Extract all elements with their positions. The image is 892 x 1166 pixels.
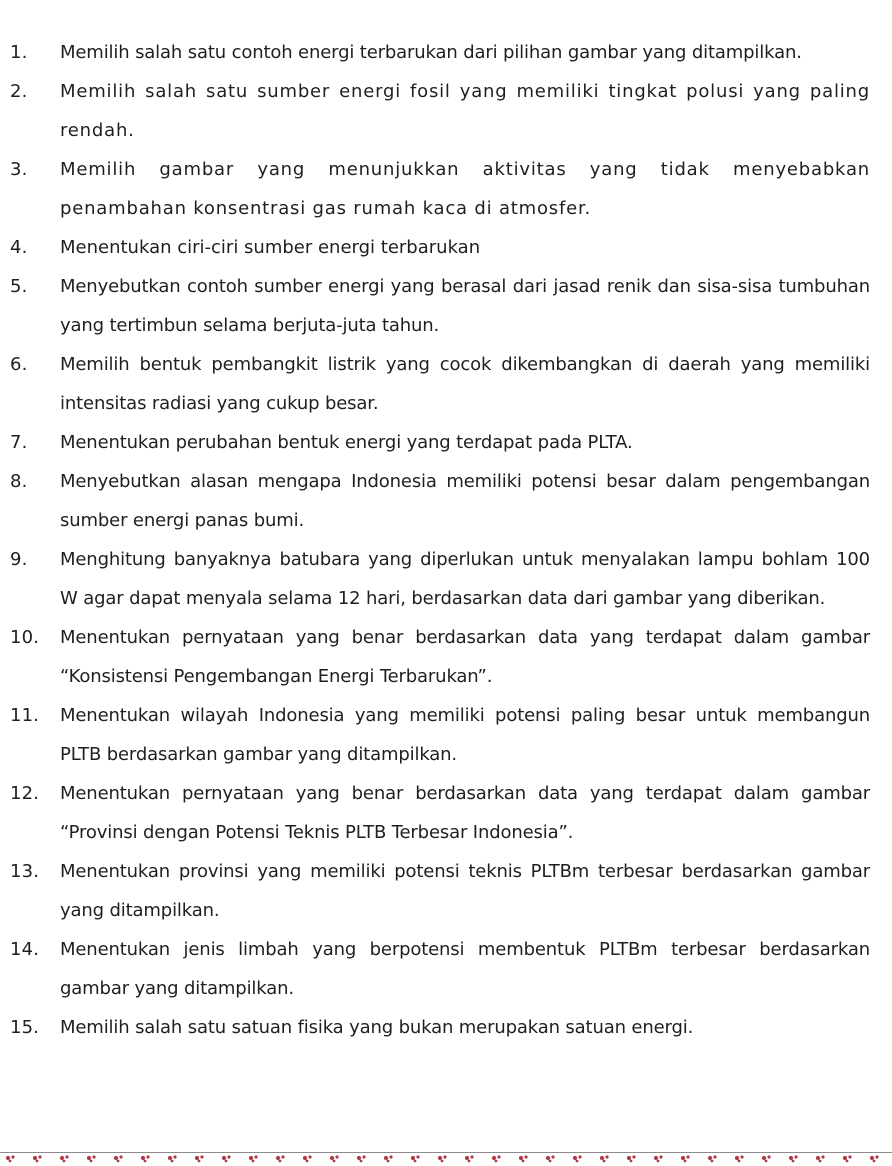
item-text: Memilih gambar yang menunjukkan aktivitas yang tidak menyebabkan penambahan konsentrasi gas rumah kaca di atmosfer. xyxy=(60,159,870,219)
border-ornament-icon xyxy=(33,1155,42,1162)
item-number: 13. xyxy=(10,861,40,882)
item-number: 3. xyxy=(10,159,28,180)
item-text: Menentukan pernyataan yang benar berdasarkan data yang terdapat dalam gambar “Provinsi dengan Potensi Teknis PLTB Terbesar Indonesia”. xyxy=(60,783,870,843)
item-text: Memilih salah satu contoh energi terbarukan dari pilihan gambar yang ditampilkan. xyxy=(60,42,802,63)
border-ornament-icon xyxy=(519,1155,528,1162)
list-item xyxy=(10,267,870,345)
list-item xyxy=(10,696,870,774)
border-ornament-icon xyxy=(303,1155,312,1162)
list-item xyxy=(10,345,870,423)
item-text: Menyebutkan contoh sumber energi yang berasal dari jasad renik dan sisa-sisa tumbuhan yang tertimbun selama berjuta-juta tahun. xyxy=(60,276,870,336)
border-ornament-icon xyxy=(465,1155,474,1162)
list-item xyxy=(10,1008,870,1047)
border-ornament-icon xyxy=(60,1155,69,1162)
item-text: Menentukan provinsi yang memiliki potensi teknis PLTBm terbesar berdasarkan gambar yang ditampilkan. xyxy=(60,861,870,921)
list-item xyxy=(10,852,870,930)
list-item xyxy=(10,540,870,618)
border-ornament-icon xyxy=(843,1155,852,1162)
item-number: 9. xyxy=(10,549,28,570)
border-ornament-icon xyxy=(816,1155,825,1162)
border-ornament-icon xyxy=(735,1155,744,1162)
item-text: Menentukan wilayah Indonesia yang memiliki potensi paling besar untuk membangun PLTB berdasarkan gambar yang ditampilkan. xyxy=(60,705,870,765)
border-ornament-icon xyxy=(384,1155,393,1162)
item-number: 11. xyxy=(10,705,40,726)
list-item xyxy=(10,423,870,462)
item-number: 4. xyxy=(10,237,28,258)
item-text: Menentukan ciri-ciri sumber energi terbarukan xyxy=(60,237,481,258)
list-item xyxy=(10,228,870,267)
list-item xyxy=(10,72,870,150)
border-ornament-icon xyxy=(411,1155,420,1162)
list-item xyxy=(10,774,870,852)
border-ornament-icon xyxy=(654,1155,663,1162)
border-ornament-icon xyxy=(438,1155,447,1162)
border-ornament-icon xyxy=(222,1155,231,1162)
item-number: 12. xyxy=(10,783,40,804)
list-item xyxy=(10,930,870,1008)
decorative-border-icon xyxy=(0,1153,892,1166)
border-ornament-icon xyxy=(87,1155,96,1162)
border-ornament-icon xyxy=(168,1155,177,1162)
item-text: Menghitung banyaknya batubara yang diperlukan untuk menyalakan lampu bohlam 100 W agar dapat menyala selama 12 hari, berdasarkan data dari gambar yang diberikan. xyxy=(60,549,870,609)
item-number: 5. xyxy=(10,276,28,297)
border-ornament-icon xyxy=(357,1155,366,1162)
border-ornament-icon xyxy=(492,1155,501,1162)
border-ornament-icon xyxy=(195,1155,204,1162)
item-number: 8. xyxy=(10,471,28,492)
border-ornament-icon xyxy=(870,1155,879,1162)
item-text: Menentukan perubahan bentuk energi yang terdapat pada PLTA. xyxy=(60,432,633,453)
list-item xyxy=(10,150,870,228)
list-item xyxy=(10,462,870,540)
numbered-list xyxy=(10,33,870,1047)
border-ornament-icon xyxy=(600,1155,609,1162)
border-ornament-icon xyxy=(330,1155,339,1162)
border-ornament-icon xyxy=(6,1155,15,1162)
border-ornament-icon xyxy=(708,1155,717,1162)
border-ornament-icon xyxy=(681,1155,690,1162)
item-text: Memilih salah satu satuan fisika yang bukan merupakan satuan energi. xyxy=(60,1017,694,1038)
border-ornament-icon xyxy=(276,1155,285,1162)
border-ornament-icon xyxy=(789,1155,798,1162)
border-ornament-icon xyxy=(141,1155,150,1162)
item-text: Menyebutkan alasan mengapa Indonesia memiliki potensi besar dalam pengembangan sumber energi panas bumi. xyxy=(60,471,870,531)
item-text: Memilih bentuk pembangkit listrik yang cocok dikembangkan di daerah yang memiliki intensitas radiasi yang cukup besar. xyxy=(60,354,870,414)
border-ornament-icon xyxy=(249,1155,258,1162)
item-number: 6. xyxy=(10,354,28,375)
item-number: 7. xyxy=(10,432,28,453)
item-text: Menentukan pernyataan yang benar berdasarkan data yang terdapat dalam gambar “Konsistensi Pengembangan Energi Terbarukan”. xyxy=(60,627,870,687)
item-number: 14. xyxy=(10,939,40,960)
item-text: Memilih salah satu sumber energi fosil yang memiliki tingkat polusi yang paling rendah. xyxy=(60,81,870,141)
item-number: 15. xyxy=(10,1017,40,1038)
border-ornament-icon xyxy=(546,1155,555,1162)
item-number: 10. xyxy=(10,627,40,648)
list-item xyxy=(10,33,870,72)
item-number: 1. xyxy=(10,42,28,63)
decorative-footer-border xyxy=(0,1152,892,1166)
border-ornament-icon xyxy=(627,1155,636,1162)
item-number: 2. xyxy=(10,81,28,102)
border-ornament-icon xyxy=(114,1155,123,1162)
item-text: Menentukan jenis limbah yang berpotensi membentuk PLTBm terbesar berdasarkan gambar yang ditampilkan. xyxy=(60,939,870,999)
border-ornament-icon xyxy=(573,1155,582,1162)
border-ornament-icon xyxy=(762,1155,771,1162)
list-item xyxy=(10,618,870,696)
